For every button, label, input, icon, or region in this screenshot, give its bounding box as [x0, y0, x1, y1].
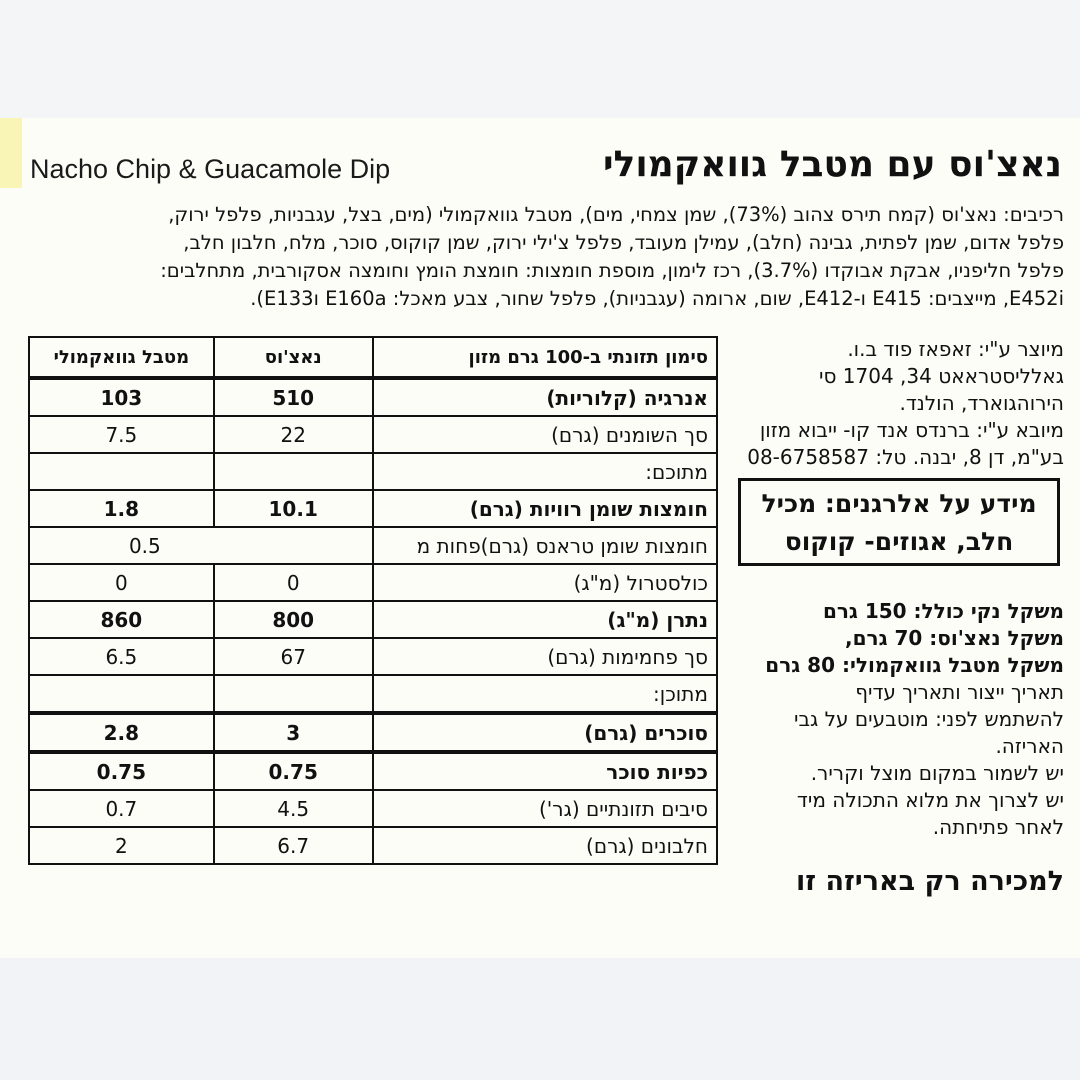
table-row [29, 638, 717, 675]
dip-value [29, 675, 214, 713]
dip-value: 0.7 [29, 790, 214, 827]
allergen-line: מידע על אלרגנים: מכיל [761, 489, 1037, 518]
nutrient-name: סוכרים (גרם) [373, 713, 717, 752]
package-edge [0, 118, 22, 188]
table-row [29, 453, 717, 490]
allergen-box [738, 478, 1060, 566]
storage-line: יש לצרוך את מלוא התכולה מיד [796, 788, 1064, 812]
nutrient-name: סיבים תזונתיים (גר') [373, 790, 717, 827]
ingredients-line: פלפל חליפניו, אבקת אבוקדו (3.7%), רכז לימון, מוספת חומצות: חומצת הומץ וחומצה אסקורבית, מתחלבים: [160, 259, 1064, 282]
table-row [29, 416, 717, 453]
table-row [29, 752, 717, 790]
dip-value: 6.5 [29, 638, 214, 675]
ingredients-line: פלפל אדום, שמן לפתית, גבינה (חלב), עמילן מעובד, פלפל צ'ילי ירוק, שמן קוקוס, סוכר, מלח, חלבון חלב, [183, 231, 1064, 254]
importer-line: מיובא ע"י: ברנדס אנד קו- ייבוא מזון [759, 418, 1064, 442]
dip-value: 0 [29, 564, 214, 601]
dip-value: 860 [29, 601, 214, 638]
product-title-english: Nacho Chip & Guacamole Dip [30, 154, 391, 184]
nutrition-header-name: סימון תזונתי ב-100 גרם מזון [373, 337, 717, 378]
importer-line: בע"מ, דן 8, יבנה. טל: 08-6758587 [747, 445, 1064, 469]
dip-value: 7.5 [29, 416, 214, 453]
background-bottom [0, 958, 1080, 1080]
nachos-value: 4.5 [214, 790, 373, 827]
background-top [0, 0, 1080, 118]
storage-line: האריזה. [995, 734, 1064, 758]
nutrient-name: סך השומנים (גרם) [373, 416, 717, 453]
table-row [29, 713, 717, 752]
net-weight: משקל נקי כולל: 150 גרם [822, 599, 1064, 623]
manufacturer-line: גאלליסטראאט 34, 1704 סי [818, 364, 1064, 388]
table-row [29, 564, 717, 601]
product-title-hebrew: נאצ'וס עם מטבל גוואקמולי [602, 144, 1062, 185]
nachos-value: 10.1 [214, 490, 373, 527]
table-row [29, 490, 717, 527]
nutrient-name: כפיות סוכר [373, 752, 717, 790]
nachos-value [214, 453, 373, 490]
storage-line: יש לשמור במקום מוצל וקריר. [810, 761, 1064, 785]
table-row [29, 378, 717, 416]
nachos-value: 510 [214, 378, 373, 416]
nutrient-name: סך פחמימות (גרם) [373, 638, 717, 675]
nachos-value: 0.75 [214, 752, 373, 790]
dip-value: 2.8 [29, 713, 214, 752]
nutrient-name: מתוכם: [373, 453, 717, 490]
manufacturer-info [734, 336, 1064, 471]
nutrient-name: אנרגיה (קלוריות) [373, 378, 717, 416]
table-row [29, 601, 717, 638]
storage-line: תאריך ייצור ותאריך עדיף [855, 680, 1064, 704]
nachos-value [214, 675, 373, 713]
allergen-line: חלב, אגוזים- קוקוס [784, 527, 1014, 556]
sale-note: למכירה רק באריזה זו [795, 866, 1064, 897]
nutrition-table [28, 336, 718, 865]
ingredients-line: E452i, מייצבים: E415 ו-E412, שום, ארומה (עגבניות), פלפל שחור, צבע מאכל: E160a וE133). [250, 287, 1064, 310]
dip-value [29, 453, 214, 490]
nutrient-name: נתרן (מ"ג) [373, 601, 717, 638]
storage-line: להשתמש לפני: מוטבעים על גבי [794, 707, 1064, 731]
manufacturer-line: מיוצר ע"י: זאפאז פוד ב.ו. [847, 337, 1064, 361]
nutrient-name: כולסטרול (מ"ג) [373, 564, 717, 601]
ingredients-text [14, 201, 1064, 313]
table-row [29, 790, 717, 827]
nachos-weight: משקל נאצ'וס: 70 גרם, [845, 626, 1064, 650]
table-row [29, 527, 717, 564]
nachos-value: 0 [214, 564, 373, 601]
manufacturer-line: הירוהגוארד, הולנד. [899, 391, 1064, 415]
shared-value: 0.5 [29, 527, 373, 564]
ingredients-line: רכיבים: נאצ'וס (קמח תירס צהוב (73%), שמן צמחי, מים), מטבל גוואקמולי (מים, בצל, עגבניות, פלפל ירוק, [168, 203, 1064, 226]
nachos-value: 3 [214, 713, 373, 752]
dip-value: 1.8 [29, 490, 214, 527]
nachos-value: 800 [214, 601, 373, 638]
table-row [29, 675, 717, 713]
nutrient-name: מתוכן: [373, 675, 717, 713]
table-row [29, 827, 717, 864]
nutrition-header-nachos: נאצ'וס [214, 337, 373, 378]
dip-value: 103 [29, 378, 214, 416]
dip-value: 0.75 [29, 752, 214, 790]
nutrient-name: חלבונים (גרם) [373, 827, 717, 864]
dip-value: 2 [29, 827, 214, 864]
storage-line: לאחר פתיחתה. [932, 815, 1064, 839]
weights-and-storage [734, 598, 1064, 841]
nachos-value: 67 [214, 638, 373, 675]
dip-weight: משקל מטבל גוואקמולי: 80 גרם [765, 653, 1064, 677]
nachos-value: 22 [214, 416, 373, 453]
nutrient-name: חומצות שומן רוויות (גרם) [373, 490, 717, 527]
nutrient-name: חומצות שומן טראנס (גרם)פחות מ [373, 527, 717, 564]
nachos-value: 6.7 [214, 827, 373, 864]
nutrition-header-dip: מטבל גוואקמולי [29, 337, 214, 378]
